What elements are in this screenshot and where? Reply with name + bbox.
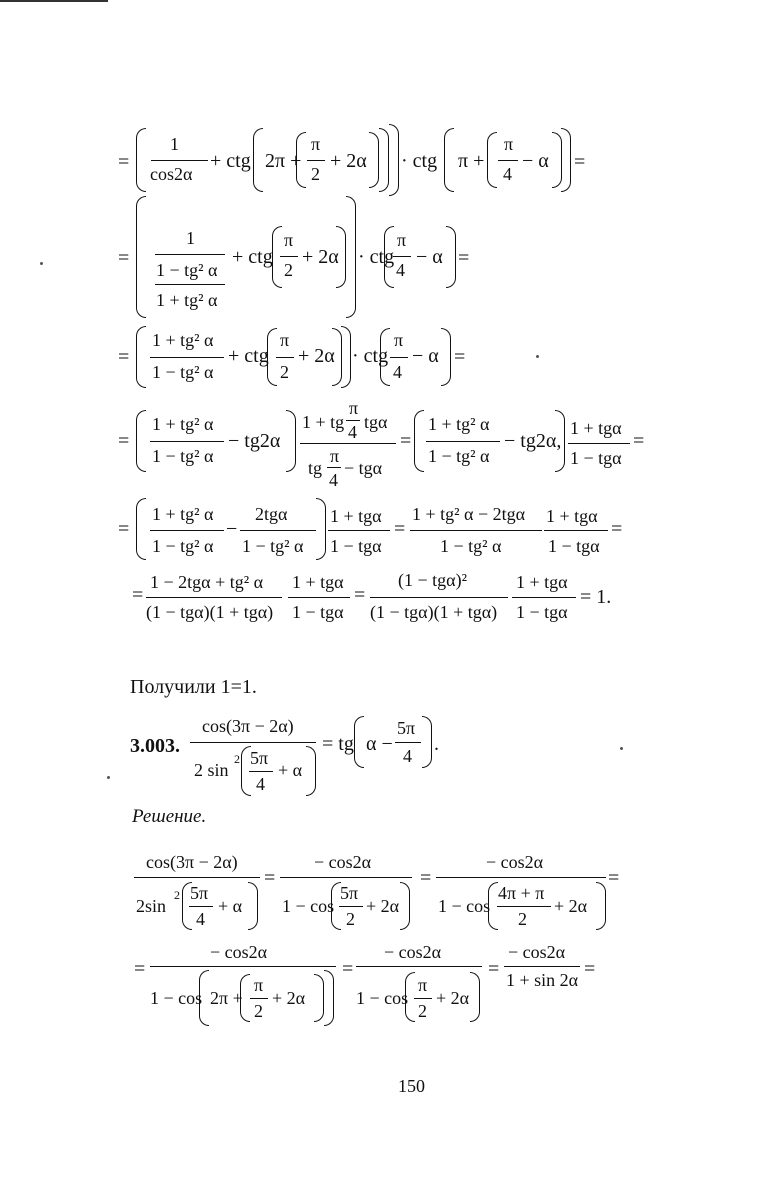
fraction-numerator: 5π xyxy=(397,718,416,738)
fraction-denominator: 1 − tg² α xyxy=(428,446,490,466)
paren-open xyxy=(384,226,394,288)
fraction-numerator: 1 + tg² α xyxy=(152,504,214,524)
fraction-numerator: cos(3π − 2α) xyxy=(146,852,238,872)
expr-text: − tg2α xyxy=(228,430,281,452)
result: = 1. xyxy=(580,586,612,608)
fraction-denominator: 2 sin xyxy=(194,760,229,780)
equals-sign: = xyxy=(342,958,354,980)
paren-open xyxy=(240,974,250,1022)
fraction-bar xyxy=(346,420,360,421)
page-edge-mark xyxy=(0,0,108,2)
fraction-numerator: 5π xyxy=(250,748,269,768)
fraction-denominator: 1 + tg² α xyxy=(156,290,218,310)
ctg-term: + ctg xyxy=(228,345,269,367)
ctg-term: · ctg xyxy=(358,246,395,268)
fraction-bar xyxy=(300,443,396,444)
fraction-numerator: 1 + tg² α xyxy=(152,414,214,434)
equals-sign: = xyxy=(574,151,586,173)
paren-open xyxy=(136,498,146,560)
fraction-bar xyxy=(327,467,341,468)
pi-symbol: π xyxy=(349,398,359,418)
fraction-denominator: 1 − tgα xyxy=(330,536,382,556)
expr-text: = tg xyxy=(322,733,354,755)
fraction-numerator: π xyxy=(284,230,294,250)
fraction-numerator: 1 + tg² α xyxy=(152,330,214,350)
fraction-numerator: π xyxy=(397,230,407,250)
fraction-bar xyxy=(151,160,208,161)
equals-sign: = xyxy=(132,584,144,606)
expr-text: − tg2α, xyxy=(504,430,562,452)
equals-sign: = xyxy=(458,247,470,269)
ctg-term: · ctg xyxy=(401,150,438,172)
fraction-numerator: tgα xyxy=(364,412,388,432)
fraction-denominator: 4 xyxy=(503,164,512,184)
fraction-numerator: π xyxy=(394,330,404,350)
page-number: 150 xyxy=(398,1076,425,1096)
fraction-denominator: 4 xyxy=(403,746,412,766)
fraction-numerator: 1 + tgα xyxy=(330,506,382,526)
paren-close xyxy=(441,328,451,386)
equals-sign: = xyxy=(608,867,620,889)
fraction-numerator: 1 + tg xyxy=(302,412,345,432)
paren-close xyxy=(286,410,296,472)
fraction-denominator: − tgα xyxy=(344,458,383,478)
expr-text: 2π + xyxy=(210,988,243,1008)
expr-text: + 2α xyxy=(554,896,588,916)
fraction-denominator: 4 xyxy=(196,909,205,929)
scan-speck xyxy=(620,747,623,750)
ctg-term: + ctg xyxy=(210,150,251,172)
fraction-numerator: 1 xyxy=(170,134,179,154)
fraction-denominator: 1 − tg² α xyxy=(440,536,502,556)
fraction-bar xyxy=(240,530,316,531)
fraction-denominator: cos2α xyxy=(150,164,193,184)
paren-close xyxy=(369,132,379,188)
scan-speck xyxy=(536,355,539,358)
problem-number: 3.003. xyxy=(130,735,180,757)
solution-heading: Решение. xyxy=(132,806,207,827)
fraction-numerator: 5π xyxy=(340,883,359,903)
fraction-denominator: 1 − tgα xyxy=(292,602,344,622)
equals-sign: = xyxy=(134,958,146,980)
paren-close xyxy=(446,226,456,288)
fraction-bar xyxy=(307,160,325,161)
paren-close xyxy=(470,972,480,1022)
paren-close xyxy=(314,974,324,1022)
fraction-bar xyxy=(155,254,225,255)
paren-close xyxy=(316,498,326,560)
equals-sign: = xyxy=(420,867,432,889)
fraction-denominator: 4 xyxy=(256,774,265,794)
equals-sign: = xyxy=(354,584,366,606)
fraction-denominator: 1 − cos xyxy=(356,988,409,1008)
expr-text: − α xyxy=(416,246,443,268)
fraction-denominator: 1 − tgα xyxy=(548,536,600,556)
fraction-bar xyxy=(249,771,273,772)
expr-text: − α xyxy=(412,345,439,367)
expr-text: 2π + xyxy=(265,150,302,172)
fraction-numerator: 1 + tgα xyxy=(292,572,344,592)
fraction-bar xyxy=(155,284,225,285)
paren-open xyxy=(253,128,263,192)
exponent: 2 xyxy=(174,888,180,902)
paren-close xyxy=(596,882,606,930)
expr-text: + 2α xyxy=(272,988,306,1008)
paren-open xyxy=(272,226,282,288)
paren-close xyxy=(324,970,334,1026)
fraction-bar xyxy=(504,966,580,967)
fraction-numerator: 1 xyxy=(186,228,195,248)
fraction-numerator: 5π xyxy=(190,883,209,903)
equals-sign: = xyxy=(118,151,130,173)
fraction-bar xyxy=(146,597,282,598)
fraction-denominator: 2 xyxy=(280,362,289,382)
fraction-numerator: π xyxy=(504,134,514,154)
fraction-bar xyxy=(390,357,408,358)
equals-sign: = xyxy=(584,958,596,980)
fraction-bar xyxy=(280,877,412,878)
equals-sign: = xyxy=(394,518,406,540)
fraction-numerator: − cos2α xyxy=(508,942,566,962)
fraction-bar xyxy=(498,160,518,161)
fraction-denominator: 1 − tg² α xyxy=(152,362,214,382)
expr-text: + α xyxy=(218,896,243,916)
equals-sign: = xyxy=(488,958,500,980)
fraction-denominator: 2sin xyxy=(136,896,167,916)
digit: 4 xyxy=(348,422,357,442)
paren-close xyxy=(248,882,258,930)
paren-open xyxy=(136,326,146,388)
fraction-denominator: (1 − tgα)(1 + tgα) xyxy=(146,602,274,622)
expr-text: . xyxy=(434,733,439,755)
fraction-denominator: 2 xyxy=(346,909,355,929)
expr-text: + 2α xyxy=(436,988,470,1008)
paren-open xyxy=(136,410,146,472)
fraction-numerator: − cos2α xyxy=(486,852,544,872)
fraction-bar xyxy=(497,906,551,907)
equals-sign: = xyxy=(264,867,276,889)
digit: 4 xyxy=(329,470,338,490)
fraction-bar xyxy=(190,742,316,743)
fraction-bar xyxy=(436,877,606,878)
paren-open xyxy=(487,132,497,188)
fraction-denominator: 1 − cos xyxy=(282,896,335,916)
equals-sign: = xyxy=(611,518,623,540)
pi-symbol: π xyxy=(330,446,340,466)
fraction-denominator: 1 − tgα xyxy=(516,602,568,622)
fraction-bar xyxy=(189,906,213,907)
fraction-bar xyxy=(410,530,542,531)
equals-sign: = xyxy=(454,346,466,368)
paren-close xyxy=(346,196,356,318)
conclusion-text: Получили 1=1. xyxy=(130,676,257,698)
fraction-numerator: cos(3π − 2α) xyxy=(202,716,294,736)
expr-text: π + xyxy=(458,150,485,172)
fraction-numerator: 1 + tg² α xyxy=(428,414,490,434)
fraction-numerator: 1 + tgα xyxy=(570,418,622,438)
fraction-numerator: π xyxy=(280,330,290,350)
fraction-bar xyxy=(426,441,500,442)
fraction-numerator: 2tgα xyxy=(255,504,288,524)
equals-sign: = xyxy=(118,247,130,269)
equals-sign: = xyxy=(118,430,130,452)
fraction-bar xyxy=(134,877,260,878)
fraction-bar xyxy=(339,906,363,907)
fraction-denominator: 1 − cos xyxy=(438,896,491,916)
fraction-numerator: − cos2α xyxy=(210,942,268,962)
paren-open xyxy=(199,970,209,1026)
fraction-bar xyxy=(395,742,421,743)
minus-sign: − xyxy=(226,518,238,540)
fraction-numerator: − cos2α xyxy=(384,942,442,962)
fraction-numerator: 4π + π xyxy=(498,883,545,903)
fraction-denominator: (1 − tgα)(1 + tgα) xyxy=(370,602,498,622)
fraction-numerator: π xyxy=(311,134,321,154)
paren-close xyxy=(400,882,410,930)
fraction-bar xyxy=(150,530,224,531)
fraction-denominator: 2 xyxy=(418,1001,427,1021)
expr-text: + 2α xyxy=(330,150,367,172)
fraction-numerator: π xyxy=(254,975,264,995)
fraction-bar xyxy=(150,966,336,967)
paren-close xyxy=(389,124,399,196)
fraction-numerator: (1 − tgα)² xyxy=(398,570,467,590)
fraction-denominator: tg xyxy=(308,458,323,478)
fraction-denominator: 4 xyxy=(393,362,402,382)
ctg-term: · ctg xyxy=(352,345,389,367)
expr-text: + 2α xyxy=(366,896,400,916)
exponent: 2 xyxy=(234,752,240,766)
paren-close xyxy=(555,410,565,472)
fraction-denominator: 1 − cos xyxy=(150,988,203,1008)
paren-open xyxy=(136,128,146,192)
paren-open xyxy=(380,328,390,386)
paren-open xyxy=(136,196,146,318)
fraction-numerator: − cos2α xyxy=(314,852,372,872)
paren-close xyxy=(341,326,351,388)
paren-close xyxy=(561,128,571,192)
expr-text: + 2α xyxy=(302,246,339,268)
expr-text: + α xyxy=(278,760,303,780)
paren-close xyxy=(422,716,432,768)
expr-text: + 2α xyxy=(298,345,335,367)
paren-open xyxy=(405,972,415,1022)
fraction-bar xyxy=(288,597,350,598)
expr-text: α − xyxy=(366,733,393,755)
fraction-bar xyxy=(544,530,608,531)
fraction-bar xyxy=(280,256,298,257)
fraction-numerator: 1 + tgα xyxy=(546,506,598,526)
scan-speck xyxy=(40,262,43,265)
paren-close xyxy=(379,128,389,192)
fraction-denominator: 1 − tgα xyxy=(570,448,622,468)
equals-sign: = xyxy=(118,346,130,368)
fraction-denominator: 4 xyxy=(396,260,405,280)
scan-speck xyxy=(107,776,110,779)
equals-sign: = xyxy=(633,430,645,452)
fraction-numerator: π xyxy=(418,975,428,995)
fraction-denominator: 2 xyxy=(284,260,293,280)
equals-sign: = xyxy=(118,518,130,540)
fraction-numerator: 1 + tgα xyxy=(516,572,568,592)
fraction-bar xyxy=(568,443,630,444)
paren-close xyxy=(336,226,346,288)
fraction-denominator: 1 + sin 2α xyxy=(506,970,579,990)
fraction-numerator: 1 − tg² α xyxy=(156,260,218,280)
paren-open xyxy=(444,128,454,192)
fraction-denominator: 2 xyxy=(311,164,320,184)
fraction-bar xyxy=(276,357,294,358)
fraction-bar xyxy=(414,998,432,999)
fraction-bar xyxy=(356,966,482,967)
fraction-denominator: 1 − tg² α xyxy=(242,536,304,556)
fraction-bar xyxy=(250,998,268,999)
expr-text: − α xyxy=(522,150,549,172)
paren-open xyxy=(296,132,306,188)
paren-open xyxy=(414,410,424,472)
ctg-term: + ctg xyxy=(232,246,273,268)
fraction-numerator: 1 − 2tgα + tg² α xyxy=(150,572,264,592)
paren-open xyxy=(354,716,364,768)
fraction-denominator: 1 − tg² α xyxy=(152,536,214,556)
equals-sign: = xyxy=(400,430,412,452)
fraction-bar xyxy=(393,256,411,257)
fraction-denominator: 1 − tg² α xyxy=(152,446,214,466)
fraction-denominator: 2 xyxy=(254,1001,263,1021)
fraction-bar xyxy=(512,597,576,598)
fraction-bar xyxy=(150,357,224,358)
fraction-bar xyxy=(370,597,508,598)
paren-close xyxy=(306,746,316,796)
fraction-bar xyxy=(328,530,390,531)
fraction-numerator: 1 + tg² α − 2tgα xyxy=(412,504,526,524)
fraction-denominator: 2 xyxy=(518,909,527,929)
fraction-bar xyxy=(150,441,224,442)
